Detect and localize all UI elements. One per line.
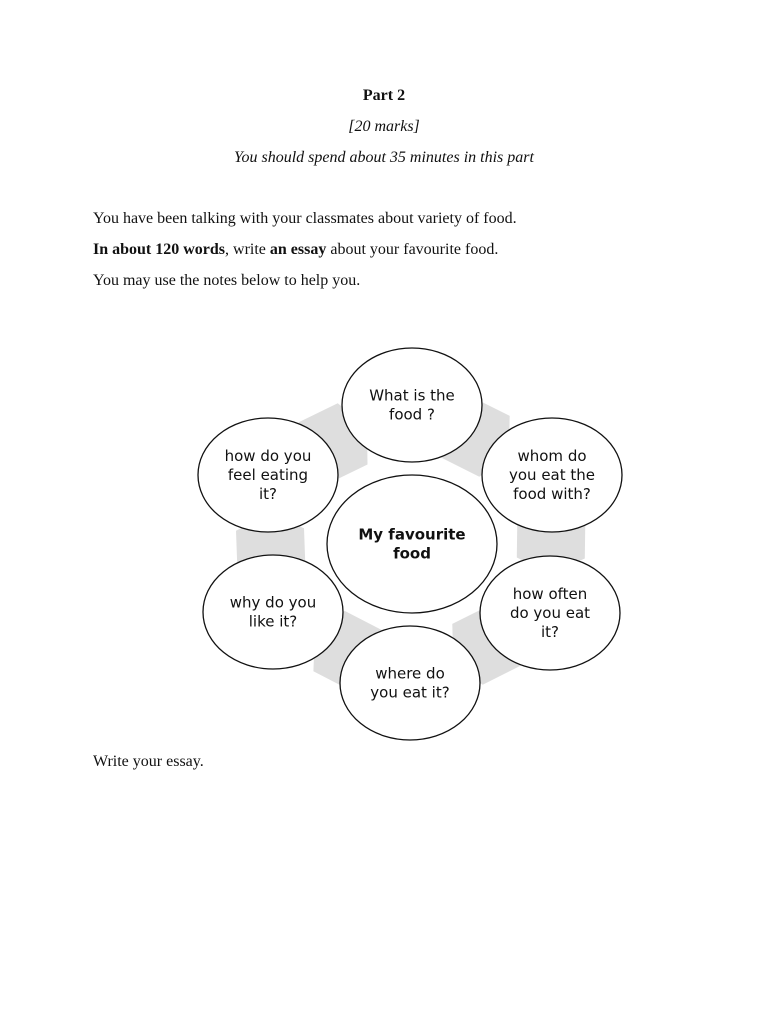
task-text-1: , write	[225, 241, 270, 258]
bubble-how-often-label-line: it?	[540, 623, 560, 641]
task-text-2: about your favourite food.	[326, 241, 499, 258]
bubble-how-often	[480, 556, 620, 670]
bubble-why-label-line: like it?	[248, 612, 298, 631]
bubble-how-often-label-line: do you eat	[509, 604, 591, 622]
bubble-what	[342, 348, 482, 462]
essay-emphasis: an essay	[269, 241, 327, 258]
bubble-how-feel-label-line: it?	[258, 485, 278, 503]
bubble-how-feel	[198, 418, 338, 532]
bubble-where	[340, 626, 480, 740]
word-count-emphasis: In about 120 words	[93, 241, 226, 258]
bubble-why	[203, 555, 343, 669]
bubble-how-feel-label-line: feel eating	[227, 466, 309, 484]
marks-label: [20 marks]	[348, 118, 420, 135]
part-title: Part 2	[362, 87, 406, 104]
instruction-context: You have been talking with your classmates about variety of food.	[93, 210, 517, 227]
bubble-what-label-line: food ?	[389, 405, 435, 424]
bubble-whom-label-line: food with?	[513, 485, 591, 503]
bubble-where-label-line: you eat it?	[370, 683, 450, 702]
bubble-what-label-line: What is the	[369, 386, 455, 405]
bubble-whom	[482, 418, 622, 532]
write-essay-prompt: Write your essay.	[93, 753, 204, 770]
bubble-where-label-line: where do	[375, 664, 445, 683]
instruction-notes: You may use the notes below to help you.	[93, 272, 361, 289]
bubble-whom-label-line: you eat the	[508, 466, 596, 484]
time-note: You should spend about 35 minutes in this part	[234, 149, 534, 166]
bubble-center	[327, 475, 497, 613]
bubble-center-label-line: food	[393, 544, 431, 563]
bubble-how-feel-label-line: how do you	[224, 447, 312, 465]
bubble-how-often-label-line: how often	[512, 585, 588, 603]
bubble-whom-label-line: whom do	[517, 447, 587, 465]
bubble-why-label-line: why do you	[229, 593, 317, 612]
bubble-center-label-line: My favourite	[358, 525, 466, 544]
